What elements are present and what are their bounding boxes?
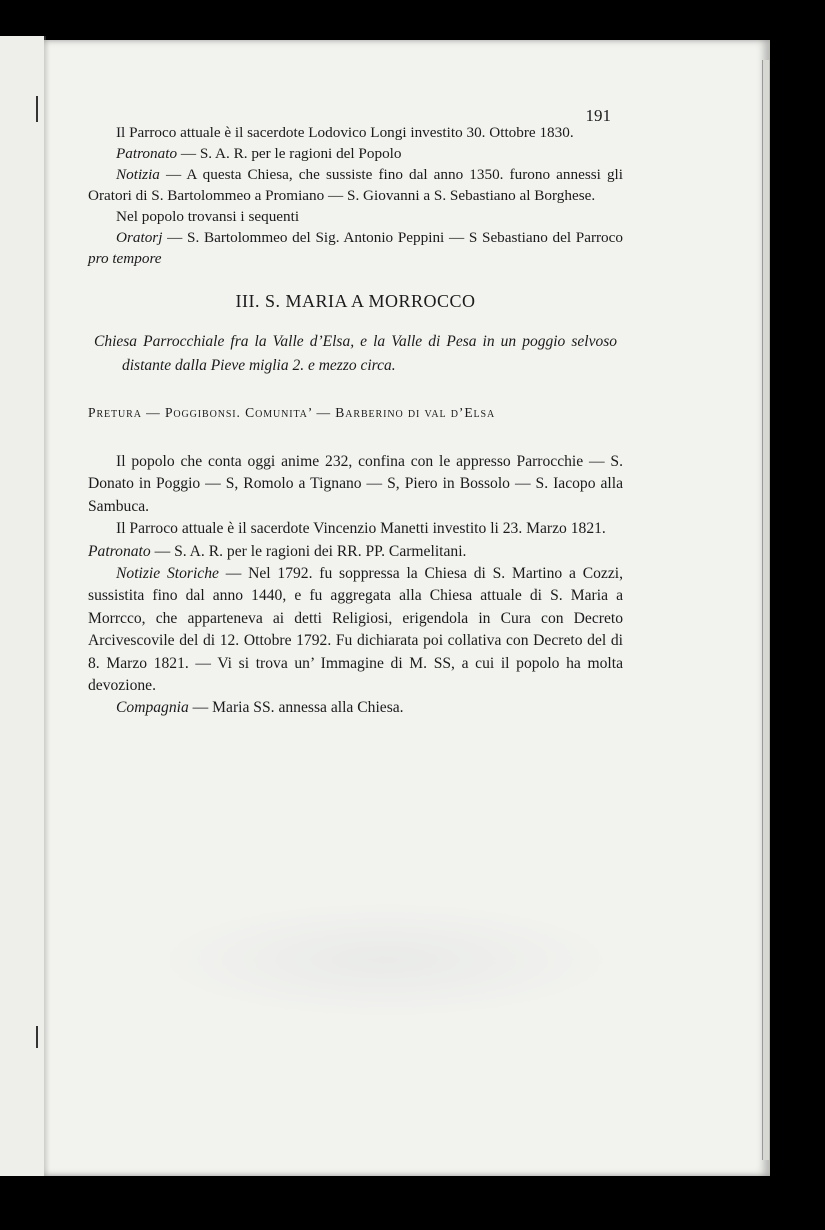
paragraph-text: — S. A. R. per le ragioni dei RR. PP. Carmelitani. bbox=[150, 542, 467, 560]
pretura-line: Pretura — Poggibonsi. Comunita’ — Barberino di val d’Elsa bbox=[88, 405, 496, 420]
paragraph-text: Il Parroco attuale è il sacerdote Lodovico Longi investito 30. Ottobre 1830. bbox=[116, 124, 574, 141]
paragraph-text: Nel popolo trovansi i sequenti bbox=[116, 208, 300, 225]
section-heading: III. S. MARIA A MORROCCO bbox=[235, 291, 476, 311]
paragraph-compagnia bbox=[88, 697, 623, 719]
paragraph-label: Patronato bbox=[116, 145, 178, 162]
paragraph-label: Notizia bbox=[116, 166, 160, 183]
paragraph-popolo-confini: Il popolo che conta oggi anime 232, confina con le appresso Parrocchie — S. Donato in Poggio — S, Romolo a Tignano — S, Piero in Bossolo — S. Iacopo alla Sambuca. bbox=[88, 453, 623, 515]
paragraph-text: — S. A. R. per le ragioni del Popolo bbox=[177, 145, 402, 162]
show-through-stain bbox=[150, 900, 620, 1020]
page-text bbox=[88, 105, 623, 720]
margin-mark bbox=[36, 96, 38, 122]
paragraph-patronato-2 bbox=[88, 541, 623, 563]
pro-tempore-text: pro tempore bbox=[88, 250, 162, 267]
section-body bbox=[88, 451, 623, 720]
page-number: 191 bbox=[585, 106, 611, 125]
paragraph-text: — Maria SS. annessa alla Chiesa. bbox=[188, 699, 404, 717]
paragraph-label: Patronato bbox=[88, 542, 151, 560]
paragraph-notizie-storiche bbox=[88, 563, 623, 697]
paragraph-patronato bbox=[88, 143, 623, 164]
facing-page-edge bbox=[0, 36, 46, 1176]
paragraph-parroco-attuale: Il Parroco attuale è il sacerdote Vincenzio Manetti investito li 23. Marzo 1821. bbox=[116, 520, 606, 538]
paragraph-oratorj bbox=[88, 227, 623, 269]
page-fore-edge bbox=[762, 60, 769, 1160]
paragraph-text: — A questa Chiesa, che sussiste fino dal anno 1350. furono annessi gli Oratori di S. Bartolommeo a Promiano — S. Giovanni a S. Sebastiano al Borghese. bbox=[88, 166, 623, 204]
church-description: Chiesa Parrocchiale fra la Valle d’Elsa, e la Valle di Pesa in un poggio selvoso distante dalla Pieve miglia 2. e mezzo circa. bbox=[94, 333, 617, 374]
paragraph-label: Notizie Storiche bbox=[116, 565, 219, 583]
paragraph-text: — S. Bartolommeo del Sig. Antonio Peppini — S Sebastiano del Parroco bbox=[162, 229, 623, 246]
paragraph-popolo bbox=[88, 206, 623, 227]
paragraph-notizia bbox=[88, 164, 623, 206]
paragraph-label: Compagnia bbox=[116, 699, 189, 717]
paragraph-parroco bbox=[88, 122, 623, 143]
margin-mark bbox=[36, 1026, 38, 1048]
paragraph-label: Oratorj bbox=[116, 229, 163, 246]
paragraph-text: — Nel 1792. fu soppressa la Chiesa di S. Martino a Cozzi, sussistita fino dal anno 1440, e fu aggregata alla Chiesa attuale di S. Maria a Morrcco, che apparteneva ai detti Religiosi, erigendola in Cura con Decreto Arcivescovile del di 12. Ottobre 1792. Fu dichiarata poi collativa con Decreto del di 8. Marzo 1821. — Vi si trova un’ Immagine di M. SS, a cui il popolo ha molta devozione. bbox=[88, 565, 623, 695]
